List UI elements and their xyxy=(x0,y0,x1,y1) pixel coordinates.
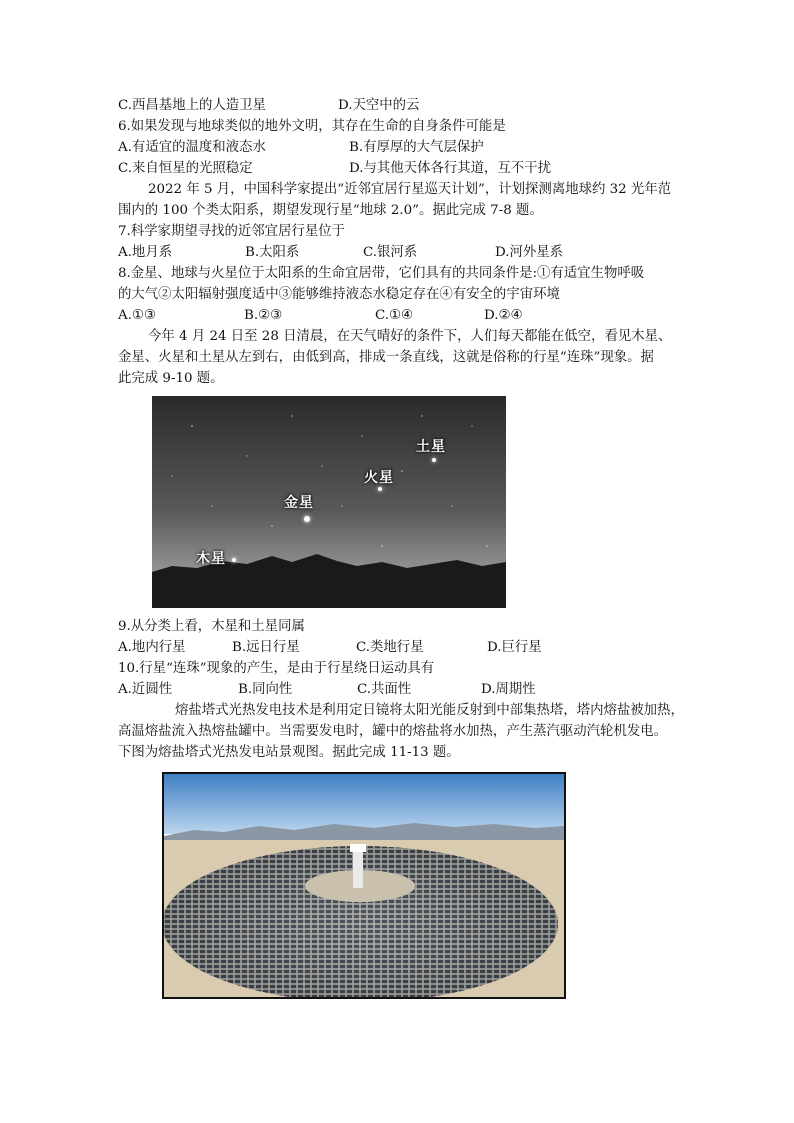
q6-option-c: C.来自恒星的光照稳定 xyxy=(118,161,253,176)
night-sky-illustration xyxy=(152,396,506,608)
q9-option-d: D.巨行星 xyxy=(487,640,542,655)
jupiter-dot xyxy=(232,558,236,562)
q8-option-c: C.①④ xyxy=(375,308,414,323)
passage-11-13-line-2: 高温熔盐流入热熔盐罐中。当需要发电时，罐中的熔盐将水加热，产生蒸汽驱动汽轮机发电。 xyxy=(118,724,668,739)
q8-option-d: D.②④ xyxy=(484,308,523,323)
q10-stem: 10.行星“连珠”现象的产生，是由于行星绕日运动具有 xyxy=(118,661,435,676)
q7-stem: 7.科学家期望寻找的近邻宜居行星位于 xyxy=(118,224,346,239)
jupiter-label: 木星 xyxy=(196,551,226,567)
venus-label: 金星 xyxy=(284,495,314,511)
q8-stem-line-2: 的大气②太阳辐射强度适中③能够维持液态水稳定存在④有安全的宇宙环境 xyxy=(118,287,560,302)
q9-option-a: A.地内行星 xyxy=(118,640,186,655)
q10-option-c: C.共面性 xyxy=(357,682,412,697)
passage-9-10-line-3: 此完成 9-10 题。 xyxy=(118,371,224,386)
passage-7-8-line-2: 围内的 100 个类太阳系，期望发现行星“地球 2.0”。据此完成 7-8 题。 xyxy=(118,203,543,218)
q9-stem: 9.从分类上看，木星和土星同属 xyxy=(118,619,305,634)
passage-9-10-line-2: 金星、火星和土星从左到右，由低到高，排成一条直线，这就是俗称的行星“连珠”现象。据 xyxy=(118,350,654,365)
q7-option-c: C.银河系 xyxy=(363,245,418,260)
passage-11-13-line-3: 下图为熔盐塔式光热发电站景观图。据此完成 11-13 题。 xyxy=(118,745,460,760)
q8-option-a: A.①③ xyxy=(118,308,156,323)
q10-option-d: D.周期性 xyxy=(481,682,536,697)
q9-option-b: B.远日行星 xyxy=(232,640,300,655)
q9-option-c: C.类地行星 xyxy=(356,640,424,655)
solar-field-illustration xyxy=(164,774,564,997)
mars-label: 火星 xyxy=(364,470,394,486)
q6-option-b: B.有厚厚的大气层保护 xyxy=(349,140,484,155)
q10-option-a: A.近圆性 xyxy=(118,682,173,697)
q6-stem: 6.如果发现与地球类似的地外文明，其存在生命的自身条件可能是 xyxy=(118,119,506,134)
q6-option-d: D.与其他天体各行其道，互不干扰 xyxy=(349,161,551,176)
solar-power-station-photo xyxy=(162,772,566,999)
q5-option-d: D.天空中的云 xyxy=(338,98,420,113)
q8-option-b: B.②③ xyxy=(244,308,283,323)
q7-option-b: B.太阳系 xyxy=(245,245,300,260)
venus-dot xyxy=(304,516,310,522)
saturn-label: 土星 xyxy=(416,439,446,455)
q6-option-a: A.有适宜的温度和液态水 xyxy=(118,140,266,155)
passage-9-10-line-1: 今年 4 月 24 日至 28 日清晨，在天气晴好的条件下，人们每天都能在低空，看见木星、 xyxy=(148,329,672,344)
planet-alignment-figure xyxy=(152,396,506,608)
q7-option-a: A.地月系 xyxy=(118,245,173,260)
q8-stem-line-1: 8.金星、地球与火星位于太阳系的生命宜居带，它们具有的共同条件是:①有适宜生物呼吸 xyxy=(118,266,645,281)
mars-dot xyxy=(378,487,382,491)
passage-11-13-line-1: 熔盐塔式光热发电技术是利用定日镜将太阳光能反射到中部集热塔，塔内熔盐被加热， xyxy=(175,703,684,718)
q10-option-b: B.同向性 xyxy=(238,682,293,697)
passage-7-8-line-1: 2022 年 5 月，中国科学家提出“近邻宜居行星巡天计划”，计划探测离地球约 32 光年范 xyxy=(148,182,672,197)
q7-option-d: D.河外星系 xyxy=(495,245,564,260)
saturn-dot xyxy=(432,458,436,462)
q5-option-c: C.西昌基地上的人造卫星 xyxy=(118,98,266,113)
